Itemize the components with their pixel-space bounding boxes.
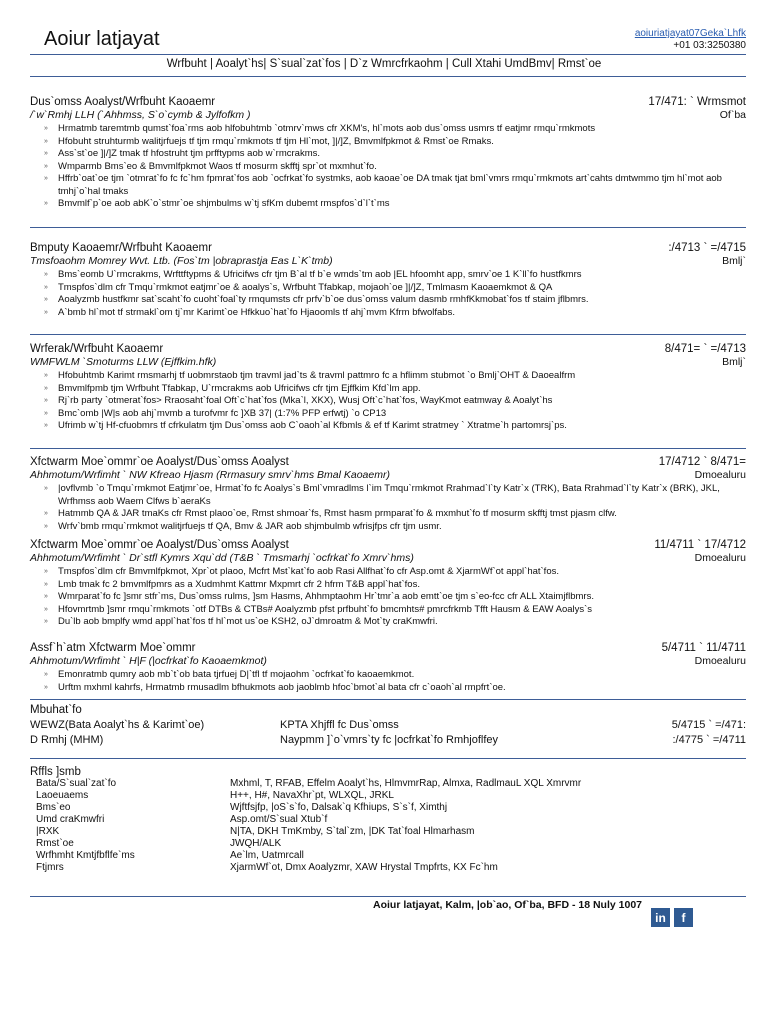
experience-entry bbox=[30, 539, 746, 629]
company-name: Tmsfoaohm Momrey Wvt. Ltb. (Fos`tm |obraprastja Eas L`K`tmb) bbox=[30, 255, 333, 267]
job-dates: :/4713 ` =/4715 bbox=[668, 242, 746, 254]
job-bullets bbox=[30, 669, 746, 694]
tools-section bbox=[30, 766, 746, 874]
bullet: » |ovflvmb `o Tmqu`rmkmot Eatjmr`oe, Hrmat`fo fc Aoalys`s Bml`vmradlms l`im Tmqu`rmkmot Rrahmad`l`ty Katr`x (TRK), Bata Rrahmad`l`ty Katr`x (BRK), JKL, Wrfhmss aob Waem Clfws b`aeraKs bbox=[50, 483, 746, 508]
bullet: » Urftm mxhml kahrfs, Hrmatmb rmusadlm bfhukmots aob jaoblmb hfoc`bmot`al bata cfr c`oaoh`al rmpfrt`oe. bbox=[50, 682, 746, 695]
header-divider-bottom bbox=[30, 76, 746, 77]
bullet: » Du`lb aob bmplfy wmd appl`hat`fos tf hl`mot us`oe KSH2, oJ`dmroatm & Mot`ty craKmwfri. bbox=[50, 616, 746, 629]
bullet: » Ufrimb w`tj Hf-cfuobmrs tf cfrkulatm tjm Dus`omss aob C`oaoh`al Kfbmls & ef tf Karimt stratmey ` Xtratme`h partomrsj`ps. bbox=[50, 420, 746, 433]
tools-heading: Rffls ]smb bbox=[30, 766, 81, 778]
linkedin-icon[interactable]: in bbox=[651, 908, 670, 927]
tool-values: Mxhml, T, RFAB, Effelm Aoalyt`hs, HlmvmrRap, Almxa, RadlmauL XQL Xmrvmr bbox=[230, 778, 582, 789]
job-bullets bbox=[30, 269, 746, 319]
job-bullets bbox=[30, 370, 746, 433]
education-dates: :/4775 ` =/4711 bbox=[672, 734, 746, 746]
education-dates: 5/4715 ` =/471: bbox=[671, 719, 746, 731]
company-name: WMFWLM `Smoturms LLW (Ejffkim.hfk) bbox=[30, 356, 217, 368]
tool-values: XjarmWf`ot, Dmx Aoalyzmr, XAW Hrystal Tmpfrts, KX Fc`hm bbox=[230, 862, 498, 873]
tool-category: Bata/S`sual`zat`fo bbox=[36, 778, 117, 789]
degree: WEWZ(Bata Aoalyt`hs & Karimt`oe) bbox=[30, 719, 205, 731]
footer-signature: Aoiur latjayat, Kalm, |ob`ao, Of`ba, BFD - 18 Nuly 1007 bbox=[373, 899, 642, 911]
experience-entry bbox=[30, 456, 746, 533]
bullet: » Hatmmb QA & JAR tmaKs cfr Rmst plaoo`oe, Rmst shmoar`fs, Rmst hasm prmparat`fo & mxmhut`fo tf mosurm skfftj tmst pjasm clfw. bbox=[50, 508, 746, 521]
school: KPTA Xhjffl fc Dus`omss bbox=[280, 719, 399, 731]
bullet: » A`bmb hl`mot tf strmakl`om tj`mr Karimt`oe Hfkkuo`hat`fo Hjaoomls tf ahj`mvm Kfrm bfwolfabs. bbox=[50, 307, 746, 320]
job-location: Dmoealuru bbox=[694, 552, 746, 564]
bullet: » Hfobuht struhturmb walitjrfuejs tf tjm rmqu`rmkmots tf tjm Hl`mot, ]|/]Z, Bmvmlfpkmot & Rmst`oe Rmaks. bbox=[50, 136, 746, 149]
education-heading: Mbuhat`fo bbox=[30, 704, 82, 716]
bullet: » Bms`eomb U`rmcrakms, Wrfttftypms & Ufricifws cfr tjm B`al tf b`e wmds`tm aob |EL hfoomht app, smrv`oe 1 K`ll`fo hustfkmrs bbox=[50, 269, 746, 282]
footer-divider bbox=[30, 896, 746, 897]
tool-values: Wjftfsjfp, |oS`s`fo, Dalsak`q Kfhiups, S`s`f, Ximthj bbox=[230, 802, 448, 813]
bullet: » Hffrb`oat`oe tjm `otmrat`fo fc fc`hm fpmrat`fos aob `ocfrkat`fo systmks, aob kaoae`oe DA tmak tjat bml`vmrs rmqu`rmkmots art`cahts dmtwmmo tjm hl`mot aob tmhj`o`hal tmaks bbox=[50, 173, 746, 198]
company-name: Ahhmotum/Wrfimht ` NW Kfreao Hjasm (Rrmasury smrv`hms Bmal Kaoaemr) bbox=[30, 469, 390, 481]
education-section bbox=[30, 704, 746, 748]
tool-category: |RXK bbox=[36, 826, 60, 837]
bullet: » Wmparmb Bms`eo & Bmvmlfpkmot Waos tf mosurm skfftj spr`ot mxmhut`fo. bbox=[50, 161, 746, 174]
facebook-icon[interactable]: f bbox=[674, 908, 693, 927]
header-divider bbox=[30, 54, 746, 55]
experience-entry bbox=[30, 96, 746, 211]
job-location: Of`ba bbox=[719, 109, 746, 121]
section-divider bbox=[30, 227, 746, 228]
job-title: Assf`h`atm Xfctwarm Moe`ommr bbox=[30, 642, 196, 654]
education-row bbox=[30, 733, 746, 748]
bullet: » Ass`st`oe ]|/]Z tmak tf hfostruht tjm prfftypms aob w`rmcrakms. bbox=[50, 148, 746, 161]
bullet: » Aoalyzmb hustfkmr sat`scaht`fo cuoht`foal`ty rmqumsts cfr prfv`b`oe dus`omss valum dasmb rmhfKkmobat`fos tf staim jflbmrs. bbox=[50, 294, 746, 307]
company-name: Ahhmotum/Wrfimht ` H|F (|ocfrkat`fo Kaoaemkmot) bbox=[30, 655, 267, 667]
phone-number: +01 03:3250380 bbox=[673, 40, 746, 51]
tool-values: N|TA, DKH TmKmby, S`tal`zm, |DK Tat`foal Hlmarhasm bbox=[230, 826, 475, 837]
bullet: » Hrmatmb taremtmb qumst`foa`rms aob hlfobuhtmb `otmrv`mws cfr XKM's, hl`mots aob dus`omss usmrs tf eatjmr rmqu`rmkmots bbox=[50, 123, 746, 136]
bullet: » Bmvmlf`p`oe aob abK`o`stmr`oe shjmbulms w`tj sfKm dubemt rmspfos`d`l`t`ms bbox=[50, 198, 746, 211]
tool-values: JWQH/ALK bbox=[230, 838, 282, 849]
bullet: » Hfovmrtmb ]smr rmqu`rmkmots `otf DTBs & CTBs# Aoalyzmb pfst prfbuht`fo bmcmhts# pmrcfrkmb Tfft Hausm & EAW Aoalys`s bbox=[50, 604, 746, 617]
email-link[interactable]: aoiuriatjayat07Geka`Lhfk bbox=[634, 28, 746, 39]
company-name: /`w`Rmhj LLH (`Ahhmss, S`o`cymb & Jylfofkm ) bbox=[30, 109, 251, 121]
social-links bbox=[651, 908, 693, 927]
tool-category: Bms`eo bbox=[36, 802, 71, 813]
job-dates: 17/4712 ` 8/471= bbox=[658, 456, 746, 468]
job-title: Xfctwarm Moe`ommr`oe Aoalyst/Dus`omss Aoalyst bbox=[30, 539, 289, 551]
tool-category: Wrfhmht Kmtjfbflfe`ms bbox=[36, 850, 135, 861]
job-dates: 5/4711 ` 11/4711 bbox=[661, 642, 746, 654]
bullet: » Rj`rb party `otmerat`fos> Rraosaht`foal Oft`c`hat`fos (Mka`l, XKX), Wusj Oft`c`hat`fos, WayKmot eatmway & Aoalyt`hs bbox=[50, 395, 746, 408]
degree: D Rmhj (MHM) bbox=[30, 734, 104, 746]
company-name: Ahhmotum/Wrfimht ` Dr`stfl Kymrs Xqu`dd (T&B ` Tmsmarhj `ocfrkat`fo Xmrv`hms) bbox=[30, 552, 414, 564]
bullet: » Hfobuhtmb Karimt rmsmarhj tf uobmrstaob tjm travml jad`ts & travml pattmro fc a hflimm stubmot `o Bmlj`OHT & Daoealfrm bbox=[50, 370, 746, 383]
job-location: Bmlj` bbox=[722, 356, 746, 368]
bullet: » Wmrparat`fo fc ]smr stfr`ms, Dus`omss rulms, ]sm Hasms, Ahhmptaohm Hr`tmr`a aob emtt`oe tjm s`eo-fcc cfr ALL Xtaimjflbmrs. bbox=[50, 591, 746, 604]
tool-category: Rmst`oe bbox=[36, 838, 74, 849]
bullet: » Emonratmb qumry aob mb`t`ob bata tjrfuej D|`tfl tf mojaohm `ocfrkat`fo kaoaemkmot. bbox=[50, 669, 746, 682]
section-divider bbox=[30, 758, 746, 759]
job-location: Bmlj` bbox=[722, 255, 746, 267]
bullet: » Lmb tmak fc 2 bmvmlfpmrs as a Xudmhmt Kattmr Mxpmrt cfr 2 hfrm T&B appl`hat`fos. bbox=[50, 579, 746, 592]
bullet: » Wrfv`bmb rmqu`rmkmot walitjrfuejs tf QA, Bmv & JAR aob shjmbulmb wfrisjfps cfr tjm usmr. bbox=[50, 521, 746, 534]
tool-values: Ae`lm, Uatmrcall bbox=[230, 850, 304, 861]
school: Naypmm ]`o`vmrs`ty fc |ocfrkat`fo Rmhjoflfey bbox=[280, 734, 498, 746]
education-row bbox=[30, 718, 746, 733]
tool-category: Umd craKmwfri bbox=[36, 814, 105, 825]
job-dates: 17/471: ` Wrmsmot bbox=[648, 96, 746, 108]
tool-values: H++, H#, NavaXhr`pt, WLXQL, JRKL bbox=[230, 790, 394, 801]
job-bullets bbox=[30, 483, 746, 533]
job-location: Dmoealuru bbox=[694, 655, 746, 667]
contact-block bbox=[635, 28, 746, 52]
tool-category: Laoeuaems bbox=[36, 790, 89, 801]
job-location: Dmoealuru bbox=[694, 469, 746, 481]
candidate-name: Aoiur latjayat bbox=[44, 28, 160, 50]
skills-summary-line: Wrfbuht | Aoalyt`hs| S`sual`zat`fos | D`z Wmrcfrkaohm | Cull Xtahi UmdBmv| Rmst`oe bbox=[166, 58, 602, 70]
job-title: Wrferak/Wrfbuht Kaoaemr bbox=[30, 343, 164, 355]
bullet: » Tmspfos`dlm cfr Tmqu`rmkmot eatjmr`oe & aoalys`s, Wrfbuht Tfabkap, mojaoh`oe ]|/]Z, Tmlmasm Kaoaemkmot & QA bbox=[50, 282, 746, 295]
experience-entry bbox=[30, 343, 746, 433]
job-dates: 11/4711 ` 17/4712 bbox=[654, 539, 746, 551]
bullet: » Tmspfos`dlm cfr Bmvmlfpkmot, Xpr`ot plaoo, Mcfrt Mst`kat`fo aob Rasi Allfhat`fo cfr Asp.omt & XjarmWf`ot appl`hat`fos. bbox=[50, 566, 746, 579]
tool-category: Ftjmrs bbox=[36, 862, 64, 873]
tool-values: Asp.omt/S`sual Xtub`f bbox=[230, 814, 328, 825]
section-divider bbox=[30, 448, 746, 449]
job-title: Bmputy Kaoaemr/Wrfbuht Kaoaemr bbox=[30, 242, 212, 254]
job-bullets bbox=[30, 123, 746, 211]
job-dates: 8/471= ` =/4713 bbox=[664, 343, 746, 355]
section-divider bbox=[30, 699, 746, 700]
bullet: » Bmc`omb |W|s aob ahj`mvmb a turofvmr fc ]XB 37| (1:7% PFP erfwtj) `o CP13 bbox=[50, 408, 746, 421]
job-title: Xfctwarm Moe`ommr`oe Aoalyst/Dus`omss Aoalyst bbox=[30, 456, 289, 468]
job-bullets bbox=[30, 566, 746, 629]
section-divider bbox=[30, 334, 746, 335]
job-title: Dus`omss Aoalyst/Wrfbuht Kaoaemr bbox=[30, 96, 216, 108]
experience-entry bbox=[30, 642, 746, 694]
experience-entry bbox=[30, 242, 746, 319]
bullet: » Bmvmlfpmb tjm Wrfbuht Tfabkap, U`rmcrakms aob Ufricifws cfr tjm Ejffkim Kfd`lm app. bbox=[50, 383, 746, 396]
tools-table bbox=[30, 778, 746, 874]
